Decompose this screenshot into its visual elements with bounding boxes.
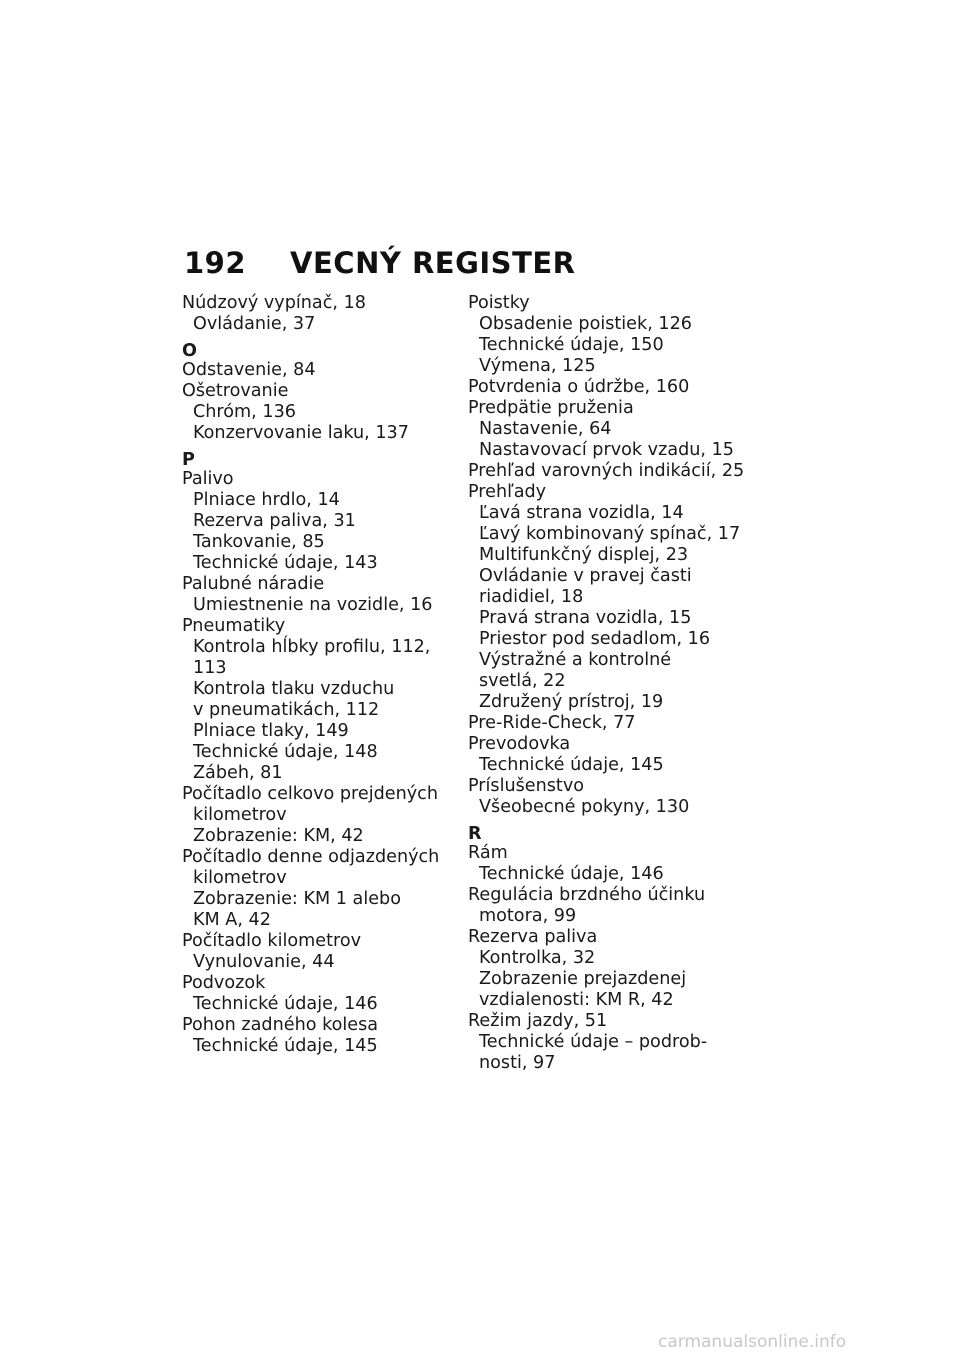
index-entry: Ošetrovanie xyxy=(182,381,289,401)
index-subentry: svetlá, 22 xyxy=(479,671,566,691)
index-subentry: KM A, 42 xyxy=(193,910,271,930)
index-subentry: Technické údaje, 150 xyxy=(479,335,664,355)
index-entry: Prevodovka xyxy=(468,734,571,754)
index-letter-heading: O xyxy=(182,341,197,361)
index-subentry: Technické údaje, 146 xyxy=(479,864,664,884)
index-subentry: Tankovanie, 85 xyxy=(193,532,325,552)
index-entry: Regulácia brzdného účinku xyxy=(468,885,706,905)
index-entry: Pneumatiky xyxy=(182,616,286,636)
index-entry: Predpätie pruženia xyxy=(468,398,634,418)
index-subentry: Zábeh, 81 xyxy=(193,763,283,783)
index-subentry: kilometrov xyxy=(193,805,287,825)
index-entry: Počítadlo denne odjazdených xyxy=(182,847,440,867)
index-subentry: Pravá strana vozidla, 15 xyxy=(479,608,692,628)
index-letter-heading: P xyxy=(182,450,195,470)
index-subentry: kilometrov xyxy=(193,868,287,888)
index-subentry: riadidiel, 18 xyxy=(479,587,584,607)
index-subentry: nosti, 97 xyxy=(479,1053,556,1073)
page-number: 192 xyxy=(184,246,247,280)
index-entry: Odstavenie, 84 xyxy=(182,360,316,380)
index-entry: Palivo xyxy=(182,469,234,489)
index-entry: Príslušenstvo xyxy=(468,776,585,796)
index-entry: Pre-Ride-Check, 77 xyxy=(468,713,636,733)
index-subentry: Technické údaje, 145 xyxy=(193,1036,378,1056)
index-entry: Počítadlo kilometrov xyxy=(182,931,362,951)
index-subentry: Nastavenie, 64 xyxy=(479,419,612,439)
page-header xyxy=(184,246,576,280)
index-subentry: Konzervovanie laku, 137 xyxy=(193,423,409,443)
index-subentry: Výmena, 125 xyxy=(479,356,596,376)
index-subentry: Kontrola hĺbky profilu, 112, xyxy=(193,637,431,657)
index-column-right xyxy=(468,293,745,1074)
index-entry: Podvozok xyxy=(182,973,266,993)
index-subentry: Vynulovanie, 44 xyxy=(193,952,335,972)
index-column-left xyxy=(182,293,447,1057)
index-subentry: Ovládanie v pravej časti xyxy=(479,566,692,586)
index-entry: Rezerva paliva xyxy=(468,927,598,947)
index-letter-heading: R xyxy=(468,824,482,844)
index-subentry: Technické údaje, 145 xyxy=(479,755,664,775)
index-entry: Poistky xyxy=(468,293,530,313)
index-subentry: Ľavý kombinovaný spínač, 17 xyxy=(479,524,741,544)
index-subentry: Rezerva paliva, 31 xyxy=(193,511,356,531)
index-entry: Prehľad varovných indikácií, 25 xyxy=(468,461,745,481)
index-entry: Potvrdenia o údržbe, 160 xyxy=(468,377,690,397)
watermark: carmanualsonline.info xyxy=(658,1332,847,1352)
index-subentry: Združený prístroj, 19 xyxy=(479,692,664,712)
index-subentry: motora, 99 xyxy=(479,906,577,926)
index-subentry: v pneumatikách, 112 xyxy=(193,700,380,720)
index-entry: Núdzový vypínač, 18 xyxy=(182,293,366,313)
index-subentry: Zobrazenie: KM 1 alebo xyxy=(193,889,401,909)
index-entry: Prehľady xyxy=(468,482,547,502)
index-subentry: Umiestnenie na vozidle, 16 xyxy=(193,595,433,615)
index-subentry: Priestor pod sedadlom, 16 xyxy=(479,629,711,649)
index-entry: Pohon zadného kolesa xyxy=(182,1015,379,1035)
index-subentry: Technické údaje – podrob- xyxy=(479,1032,708,1052)
index-subentry: Technické údaje, 146 xyxy=(193,994,378,1014)
index-subentry: Kontrola tlaku vzduchu xyxy=(193,679,395,699)
index-subentry: Ovládanie, 37 xyxy=(193,314,316,334)
index-subentry: Ľavá strana vozidla, 14 xyxy=(479,503,684,523)
index-subentry: Multifunkčný displej, 23 xyxy=(479,545,689,565)
index-subentry: Nastavovací prvok vzadu, 15 xyxy=(479,440,734,460)
index-entry: Režim jazdy, 51 xyxy=(468,1011,608,1031)
index-entry: Rám xyxy=(468,843,508,863)
index-subentry: vzdialenosti: KM R, 42 xyxy=(479,990,674,1010)
index-subentry: Plniace tlaky, 149 xyxy=(193,721,349,741)
index-entry: Palubné náradie xyxy=(182,574,325,594)
index-subentry: Zobrazenie prejazdenej xyxy=(479,969,687,989)
index-subentry: Technické údaje, 143 xyxy=(193,553,378,573)
index-subentry: Zobrazenie: KM, 42 xyxy=(193,826,364,846)
index-subentry: 113 xyxy=(193,658,227,678)
index-subentry: Všeobecné pokyny, 130 xyxy=(479,797,690,817)
index-subentry: Plniace hrdlo, 14 xyxy=(193,490,340,510)
page-title: VECNÝ REGISTER xyxy=(290,246,576,280)
index-subentry: Výstražné a kontrolné xyxy=(479,650,672,670)
index-subentry: Chróm, 136 xyxy=(193,402,296,422)
index-subentry: Technické údaje, 148 xyxy=(193,742,378,762)
index-subentry: Obsadenie poistiek, 126 xyxy=(479,314,692,334)
index-entry: Počítadlo celkovo prejdených xyxy=(182,784,438,804)
index-subentry: Kontrolka, 32 xyxy=(479,948,596,968)
